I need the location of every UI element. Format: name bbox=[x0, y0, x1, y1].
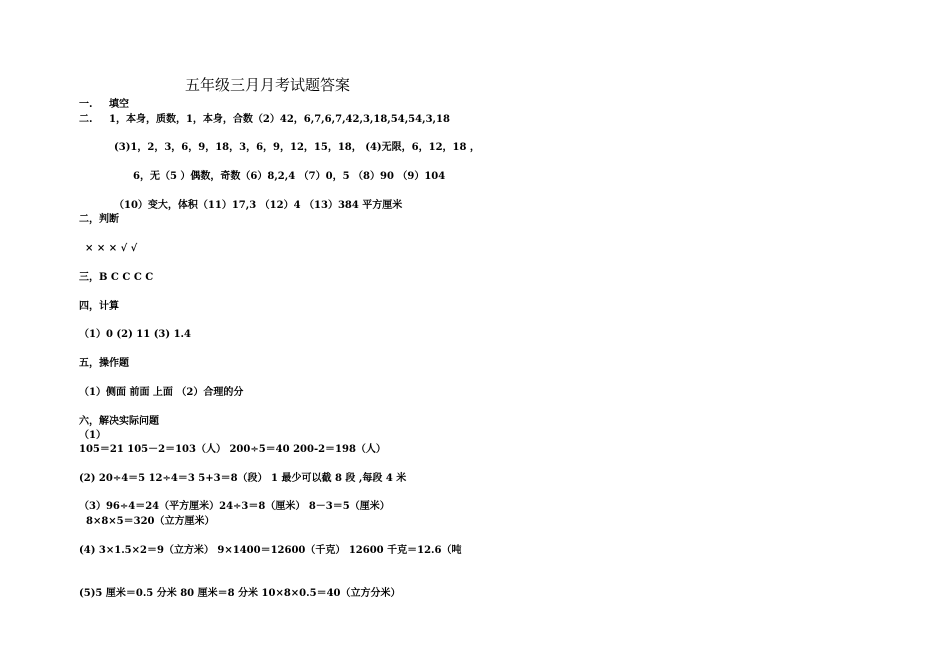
fill-blank-line-3: 6，无（5 ）偶数，奇数（6）8,2,4 （7）0，5 （8）90 （9）104 bbox=[133, 171, 446, 182]
calculation-answers: （1）0 (2) 11 (3) 1.4 bbox=[79, 329, 191, 340]
problem-1-answer: 105＝21 105－2＝103（人） 200÷5＝40 200-2＝198（人） bbox=[79, 444, 386, 455]
problem-5-answer: (5)5 厘米＝0.5 分米 80 厘米＝8 分米 10×8×0.5＝40（立方分米） bbox=[79, 588, 401, 599]
problem-3-answer-line-2: 8×8×5＝320（立方厘米） bbox=[86, 516, 215, 527]
problem-3-answer-line-1: （3）96÷4＝24（平方厘米）24÷3＝8（厘米） 8－3＝5（厘米） bbox=[79, 501, 390, 512]
section-1-heading bbox=[79, 99, 129, 111]
multiple-choice-answers: 三，B C C C C bbox=[79, 272, 154, 283]
problem-solving-heading: 六，解决实际问题 bbox=[79, 416, 159, 427]
fill-blank-line-2: (3)1，2，3，6，9，18，3，6，9，12，15，18， (4)无限，6，12，18 ， bbox=[114, 142, 480, 153]
judgement-heading: 二，判断 bbox=[79, 214, 119, 225]
fill-blank-line-4: （10）变大，体积（11）17,3 （12）4 （13）384 平方厘米 bbox=[114, 200, 403, 211]
judgement-answers: × × × √ √ bbox=[85, 243, 138, 254]
problem-2-answer: (2) 20÷4＝5 12÷4＝3 5+3＝8（段） 1 最少可以截 8 段 ,每段 4 米 bbox=[79, 473, 407, 484]
operation-heading: 五，操作题 bbox=[79, 358, 129, 369]
fill-blank-line-1 bbox=[79, 114, 450, 126]
problem-1-label: （1） bbox=[79, 430, 106, 441]
calculation-heading: 四，计算 bbox=[79, 301, 119, 312]
problem-4-answer: (4) 3×1.5×2＝9（立方米） 9×1400＝12600（千克） 12600 千克＝12.6（吨 bbox=[79, 545, 462, 556]
fill-blank-line-1-number: 二. bbox=[79, 114, 93, 125]
page-title: 五年级三月月考试题答案 bbox=[185, 76, 351, 94]
section-1-label: 填空 bbox=[109, 99, 129, 110]
section-1-number: 一. bbox=[79, 99, 93, 110]
fill-blank-line-1-text: 1，本身，质数，1，本身，合数（2）42，6,7,6,7,42,3,18,54,54,3,18 bbox=[109, 114, 450, 125]
operation-answers: （1）侧面 前面 上面 （2）合理的分 bbox=[79, 387, 244, 398]
